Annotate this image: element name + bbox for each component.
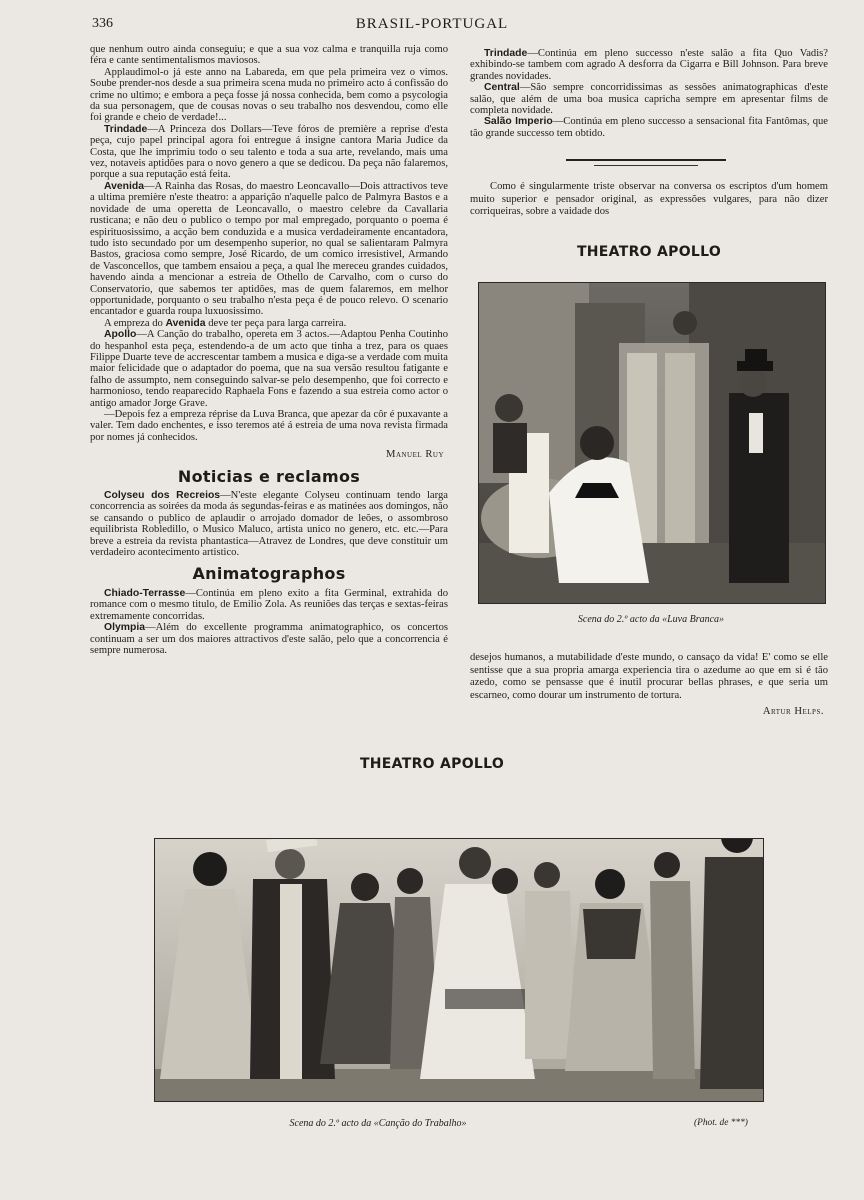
- venue-label: Salão Imperio: [484, 116, 553, 128]
- theatre-label: Avenida: [104, 180, 145, 192]
- paragraph-text: —Continúa em pleno successo a sensacional fita Fantômas, que tão grande successo tem obtido.: [470, 116, 828, 139]
- publication-title: BRASIL-PORTUGAL: [355, 16, 509, 32]
- paragraph-text: —A Canção do trabalho, opereta em 3 actos.—Adaptou Penha Coutinho do hespanhol esta peça, estendendo-a de um acto que tinha a trez, para os quaes Filippe Duarte teve de accrescentar tambem a musica e diga-se a verdade com muita maior felicidade que o adaptador do poema, que na sua versão resultou fatigante e falho de assumpto, nem conseguindo salvar-se pelo desempenho, que foi correcto e harmonioso, tendo reaparecido Raphaela Fons e fazendo a sua estreia como actor o antigo amador Jorge Grave.: [90, 329, 448, 409]
- venue-label: Colyseu dos Recreios: [104, 490, 221, 502]
- left-column: [90, 44, 448, 656]
- paragraph-text: —N'este elegante Colyseu continuam tendo larga concorrencia as soirées da moda ás segundas-feiras e as matinées aos domingos, não se cansando o publico de aplaudir o arrojado domador de leões, o assombroso equilibrista Robledillo, o Musico Maluco, artista unico no genero, etc. etc.—Para breve a estreia da revista phantastica—Atravez de Londres, que deve constituir um verdadeiro acontecimento artistico.: [90, 490, 449, 559]
- paragraph-trindade: [470, 48, 828, 82]
- divider-rule: [566, 159, 726, 161]
- venue-label: Central: [484, 82, 520, 94]
- essay-continuation: [470, 652, 828, 719]
- photo-caption: Scena do 2.º acto da «Canção do Trabalho»: [289, 1118, 467, 1129]
- paragraph-text: desejos humanos, a mutabilidade d'este mundo, o cansaço da vida! E' como se elle sentisse que a sua propria amarga experiencia tira o azedume ao que em si é tão azedo, como se pensasse que é inutil procurar bellas phrases, e que seria um escarneo, como dourar um instrumento de tortura.: [470, 652, 828, 701]
- paragraph-text: —São sempre concorridissimas as sessões animatographicas d'este salão, que além de uma boa musica capricha sempre em apresentar films de completa novidade.: [470, 82, 828, 117]
- theatre-label: Trindade: [104, 123, 148, 135]
- paragraph: —Depois fez a empreza réprise da Luva Branca, que apezar da côr é puxavante a valer. Tem dado enchentes, e isso teremos até á estreia de uma nova revista firmada por nomes já conhecidos.: [90, 409, 448, 443]
- photo-caption: Scena do 2.º acto da «Luva Branca»: [577, 614, 725, 625]
- venue-label: Chiado-Terrasse: [104, 587, 186, 599]
- paragraph-central: [470, 82, 828, 116]
- photo-heading: THEATRO APOLLO: [359, 756, 505, 772]
- theatre-label: Apollo: [104, 329, 137, 341]
- venue-label: Trindade: [484, 48, 528, 59]
- paragraph-text: —A Princeza dos Dollars—Teve fóros de première a reprise d'esta peça, cujo papel principal agora foi entregue á insigne cantora Maria Judice da Costa, que lhe imprimiu todo o seu talento e toda a sua arte, revelando, mais uma vez, notaveis aptidões para o novo genero a que se dedicou. Da peça não falaremos, porque a sua reputação está feita.: [90, 123, 448, 181]
- paragraph-trindade: [90, 124, 448, 181]
- paragraph: [90, 318, 448, 329]
- page-number: 336: [92, 16, 113, 31]
- right-column-top: [470, 48, 828, 139]
- paragraph-colyseu: [90, 490, 448, 558]
- paragraph-text: —Continúa em pleno successo n'este salão a fita Quo Vadis? exhibindo-se tambem com agrado A desforra da Cigarra e Bill Johnson. Para breve grandes novidades.: [470, 48, 828, 82]
- theatre-label: Avenida: [165, 317, 206, 329]
- section-heading-noticias: Noticias e reclamos: [177, 466, 361, 486]
- paragraph-text: deve ter peça para larga carreira.: [208, 317, 347, 329]
- paragraph-avenida: [90, 181, 448, 318]
- paragraph: Applaudimol-o já este anno na Labareda, em que pela primeira vez o vimos. Soube prender-nos desde a sua primeira scena muda no primeiro acto á confissão do crime no ultimo; e embora a peça fosse já nossa conhecida, bem como a psycologia da sua personagem, que de cousas novas o seu trabalho nos desvendou, como elle foi grande e cheio de verdade!...: [90, 66, 448, 124]
- paragraph-text: A empreza do: [104, 317, 163, 329]
- paragraph-text: —Além do excellente programma animatographico, os concertos continuam a ser um dos maiores attractivos d'este salão, pelo que a concorrencia é sempre numerosa.: [90, 622, 448, 656]
- venue-label: Olympia: [104, 622, 145, 634]
- paragraph-text: —Continúa em pleno exito a fita Germinal, extrahida do romance com o mesmo titulo, de Emilio Zola. As reuniões das terças e sextas-feiras extremamente concorridas.: [90, 587, 448, 622]
- photo-luva-branca: [478, 282, 826, 604]
- divider-rule: [594, 165, 698, 166]
- paragraph-salao: [470, 116, 828, 139]
- paragraph-text: —A Rainha das Rosas, do maestro Leoncavallo—Dois attractivos teve a ultima première n'este theatro: a apparição n'aquelle palco de Palmyra Bastos e a novidade de uma operetta de Leoncavallo, o maestro celebre da Cavallaria rusticana; e não deu o publico o tempo por mal empregado, porquanto o poema é espirituosissimo, a acção bem conduzida e a musica verdadeiramente encantadora, tudo isto secundado por um desempenho superior, no qual se salientaram Palmyra Bastos, graciosa como sempre, José Ricardo, de um comico irresistivel, Armando de Vasconcellos, que tambem ensaiou a peça, a qual lhe mereceu grandes cuidados, havendo ainda a mencionar a estreia de Othello de Carvalho, com o curso do Conservatorio, que sabemos ter aptidões, mas de quem falaremos, em melhor opportunidade, porquanto o seu trabalho n'esta peça é de pouco relevo. O scenario encantador e guarda roupa luxuosissimo.: [90, 180, 448, 318]
- section-heading-animatographos: Animatographos: [192, 564, 346, 584]
- paragraph-olympia: [90, 622, 448, 656]
- photo-credit: (Phot. de ***): [694, 1118, 748, 1128]
- photo-cancao-do-trabalho: [154, 838, 764, 1102]
- author-signature: Artur Helps.: [762, 706, 824, 718]
- paragraph-chiado: [90, 588, 448, 622]
- essay-paragraph: Como é singularmente triste observar na conversa os escriptos d'um homem muito superior e pensador original, as expressões vulgares, para não dizer corriqueiras, sobre a vaidade dos: [470, 181, 828, 218]
- paragraph: que nenhum outro ainda conseguiu; e que a sua voz calma e tranquilla ruja como féra e cante sentimentalismos maviosos.: [90, 44, 448, 67]
- photo-heading: THEATRO APOLLO: [576, 244, 722, 260]
- paragraph-apollo: [90, 329, 448, 409]
- author-signature: Manuel Ruy: [386, 449, 444, 461]
- page-header: [0, 16, 864, 38]
